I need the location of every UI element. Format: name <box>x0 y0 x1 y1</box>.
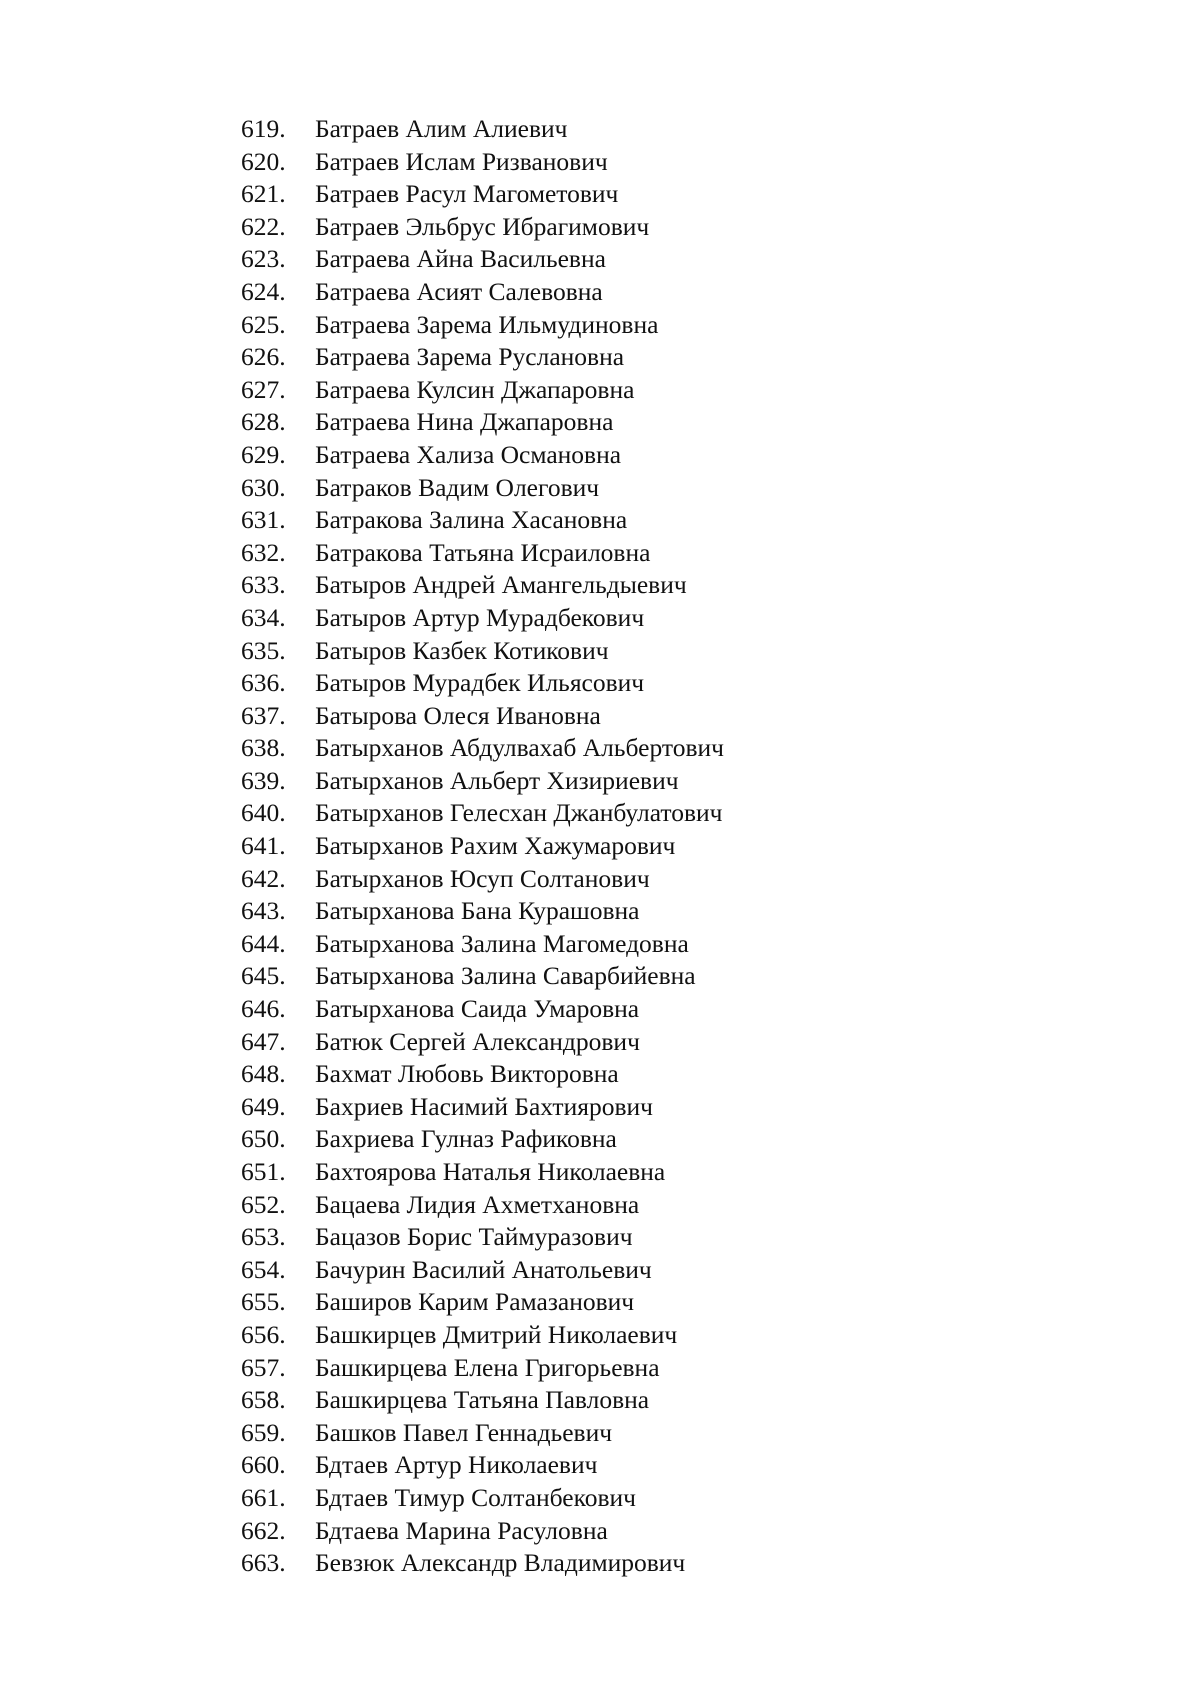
entry-name: Баширов Карим Рамазанович <box>315 1287 635 1317</box>
list-item <box>241 863 724 896</box>
entry-name: Батырханова Залина Магомедовна <box>315 928 689 958</box>
entry-number: 643. <box>241 896 286 926</box>
entry-number: 642. <box>241 863 286 893</box>
list-item <box>241 1221 724 1254</box>
entry-name: Батырханов Абдулвахаб Альбертович <box>315 733 724 763</box>
entry-name: Бахмат Любовь Викторовна <box>315 1059 619 1089</box>
entry-name: Бевзюк Александр Владимирович <box>315 1548 686 1578</box>
list-item <box>241 895 724 928</box>
entry-number: 652. <box>241 1189 286 1219</box>
list-item <box>241 1026 724 1059</box>
entry-number: 639. <box>241 765 286 795</box>
entry-name: Батырханов Альберт Хизириевич <box>315 765 679 795</box>
list-item <box>241 211 724 244</box>
entry-number: 650. <box>241 1124 286 1154</box>
entry-number: 636. <box>241 668 286 698</box>
list-item <box>241 537 724 570</box>
entry-name: Башков Павел Геннадьевич <box>315 1417 613 1447</box>
entry-name: Батракова Татьяна Исраиловна <box>315 537 651 567</box>
entry-name: Батыров Мурадбек Ильясович <box>315 668 645 698</box>
entry-number: 637. <box>241 700 286 730</box>
list-item <box>241 178 724 211</box>
entry-number: 658. <box>241 1385 286 1415</box>
entry-number: 627. <box>241 374 286 404</box>
entry-name: Батыров Казбек Котикович <box>315 635 609 665</box>
list-item <box>241 1189 724 1222</box>
list-item <box>241 602 724 635</box>
entry-number: 648. <box>241 1059 286 1089</box>
entry-name: Батырханова Бана Курашовна <box>315 896 640 926</box>
list-item <box>241 1319 724 1352</box>
list-item <box>241 406 724 439</box>
entry-name: Батраева Зарема Ильмудиновна <box>315 309 659 339</box>
entry-name: Башкирцева Татьяна Павловна <box>315 1385 650 1415</box>
entry-number: 659. <box>241 1417 286 1447</box>
list-item <box>241 276 724 309</box>
list-item <box>241 1352 724 1385</box>
list-item <box>241 1254 724 1287</box>
entry-name: Бацазов Борис Таймуразович <box>315 1222 633 1252</box>
entry-name: Батраев Ислам Ризванович <box>315 146 608 176</box>
entry-number: 623. <box>241 244 286 274</box>
entry-number: 645. <box>241 961 286 991</box>
list-item <box>241 1449 724 1482</box>
list-item <box>241 1547 724 1580</box>
entry-name: Батраева Хализа Османовна <box>315 439 622 469</box>
entry-name: Бахтоярова Наталья Николаевна <box>315 1157 666 1186</box>
entry-number: 622. <box>241 211 286 241</box>
entry-name: Батракова Залина Хасановна <box>315 505 628 535</box>
entry-name: Батраев Эльбрус Ибрагимович <box>315 211 650 241</box>
list-item <box>241 341 724 374</box>
entry-number: 646. <box>241 994 286 1024</box>
entry-number: 633. <box>241 570 286 600</box>
entry-number: 657. <box>241 1352 286 1382</box>
list-item <box>241 374 724 407</box>
entry-name: Бдтаев Артур Николаевич <box>315 1450 598 1480</box>
list-item <box>241 504 724 537</box>
list-item <box>241 667 724 700</box>
list-item <box>241 732 724 765</box>
entry-name: Батырханова Залина Саварбийевна <box>315 961 696 991</box>
list-item <box>241 569 724 602</box>
list-item <box>241 830 724 863</box>
entry-number: 655. <box>241 1287 286 1317</box>
entry-number: 624. <box>241 276 286 306</box>
entry-number: 662. <box>241 1515 286 1545</box>
entry-name: Батраев Расул Магометович <box>315 179 619 209</box>
entry-name: Бахриева Гулназ Рафиковна <box>315 1124 617 1154</box>
entry-number: 663. <box>241 1548 286 1578</box>
entry-number: 656. <box>241 1319 286 1349</box>
entry-number: 654. <box>241 1254 286 1284</box>
entry-number: 641. <box>241 831 286 861</box>
entry-name: Бдтаев Тимур Солтанбекович <box>315 1482 636 1512</box>
entry-name: Батюк Сергей Александрович <box>315 1026 640 1056</box>
list-item <box>241 243 724 276</box>
list-item <box>241 1286 724 1319</box>
list-item <box>241 113 724 146</box>
list-item <box>241 700 724 733</box>
entry-number: 620. <box>241 146 286 176</box>
list-item <box>241 1515 724 1548</box>
entry-name: Батыров Артур Мурадбекович <box>315 602 645 632</box>
entry-number: 626. <box>241 342 286 372</box>
entry-name: Бахриев Насимий Бахтиярович <box>315 1091 653 1121</box>
entry-name: Батраева Кулсин Джапаровна <box>315 374 635 404</box>
entry-name: Бацаева Лидия Ахметхановна <box>315 1189 640 1219</box>
entry-number: 649. <box>241 1091 286 1121</box>
entry-number: 634. <box>241 602 286 632</box>
list-item <box>241 146 724 179</box>
list-item <box>241 765 724 798</box>
list-item <box>241 1417 724 1450</box>
entry-number: 629. <box>241 439 286 469</box>
list-item <box>241 309 724 342</box>
entry-name: Батырханова Саида Умаровна <box>315 994 640 1024</box>
list-item <box>241 1384 724 1417</box>
entry-name: Батраева Айна Васильевна <box>315 244 606 274</box>
entry-number: 661. <box>241 1482 286 1512</box>
list-item <box>241 1058 724 1091</box>
entry-name: Батырханов Рахим Хажумарович <box>315 831 676 861</box>
entry-number: 632. <box>241 537 286 567</box>
entry-name: Батраева Асият Салевовна <box>315 276 603 306</box>
entry-number: 651. <box>241 1157 286 1186</box>
entry-name: Батырханов Гелесхан Джанбулатович <box>315 798 723 828</box>
entry-name: Батраев Алим Алиевич <box>315 114 568 143</box>
entry-number: 628. <box>241 407 286 437</box>
entry-number: 660. <box>241 1450 286 1480</box>
list-item <box>241 993 724 1026</box>
list-item <box>241 1123 724 1156</box>
list-item <box>241 439 724 472</box>
list-item <box>241 1482 724 1515</box>
entry-name: Батыров Андрей Амангельдыевич <box>315 570 687 600</box>
entry-name: Батырова Олеся Ивановна <box>315 700 601 730</box>
entry-number: 635. <box>241 635 286 665</box>
entry-number: 638. <box>241 733 286 763</box>
list-item <box>241 928 724 961</box>
list-item <box>241 1156 724 1189</box>
entry-number: 653. <box>241 1222 286 1252</box>
entry-name: Батраева Нина Джапаровна <box>315 407 614 437</box>
entry-name: Бачурин Василий Анатольевич <box>315 1254 652 1284</box>
entry-number: 644. <box>241 928 286 958</box>
entry-name: Башкирцева Елена Григорьевна <box>315 1352 660 1382</box>
entry-number: 630. <box>241 472 286 502</box>
entry-number: 647. <box>241 1026 286 1056</box>
list-item <box>241 797 724 830</box>
entry-number: 619. <box>241 114 286 143</box>
entry-number: 621. <box>241 179 286 209</box>
entry-name: Батраева Зарема Руслановна <box>315 342 625 372</box>
entry-number: 631. <box>241 505 286 535</box>
entry-name: Батырханов Юсуп Солтанович <box>315 863 650 893</box>
list-item <box>241 635 724 668</box>
entry-number: 640. <box>241 798 286 828</box>
entry-number: 625. <box>241 309 286 339</box>
list-item <box>241 960 724 993</box>
entry-name: Башкирцев Дмитрий Николаевич <box>315 1319 678 1349</box>
entry-name: Бдтаева Марина Расуловна <box>315 1515 608 1545</box>
entry-name: Батраков Вадим Олегович <box>315 472 600 502</box>
list-item <box>241 472 724 505</box>
name-list <box>241 113 724 1580</box>
list-item <box>241 1091 724 1124</box>
